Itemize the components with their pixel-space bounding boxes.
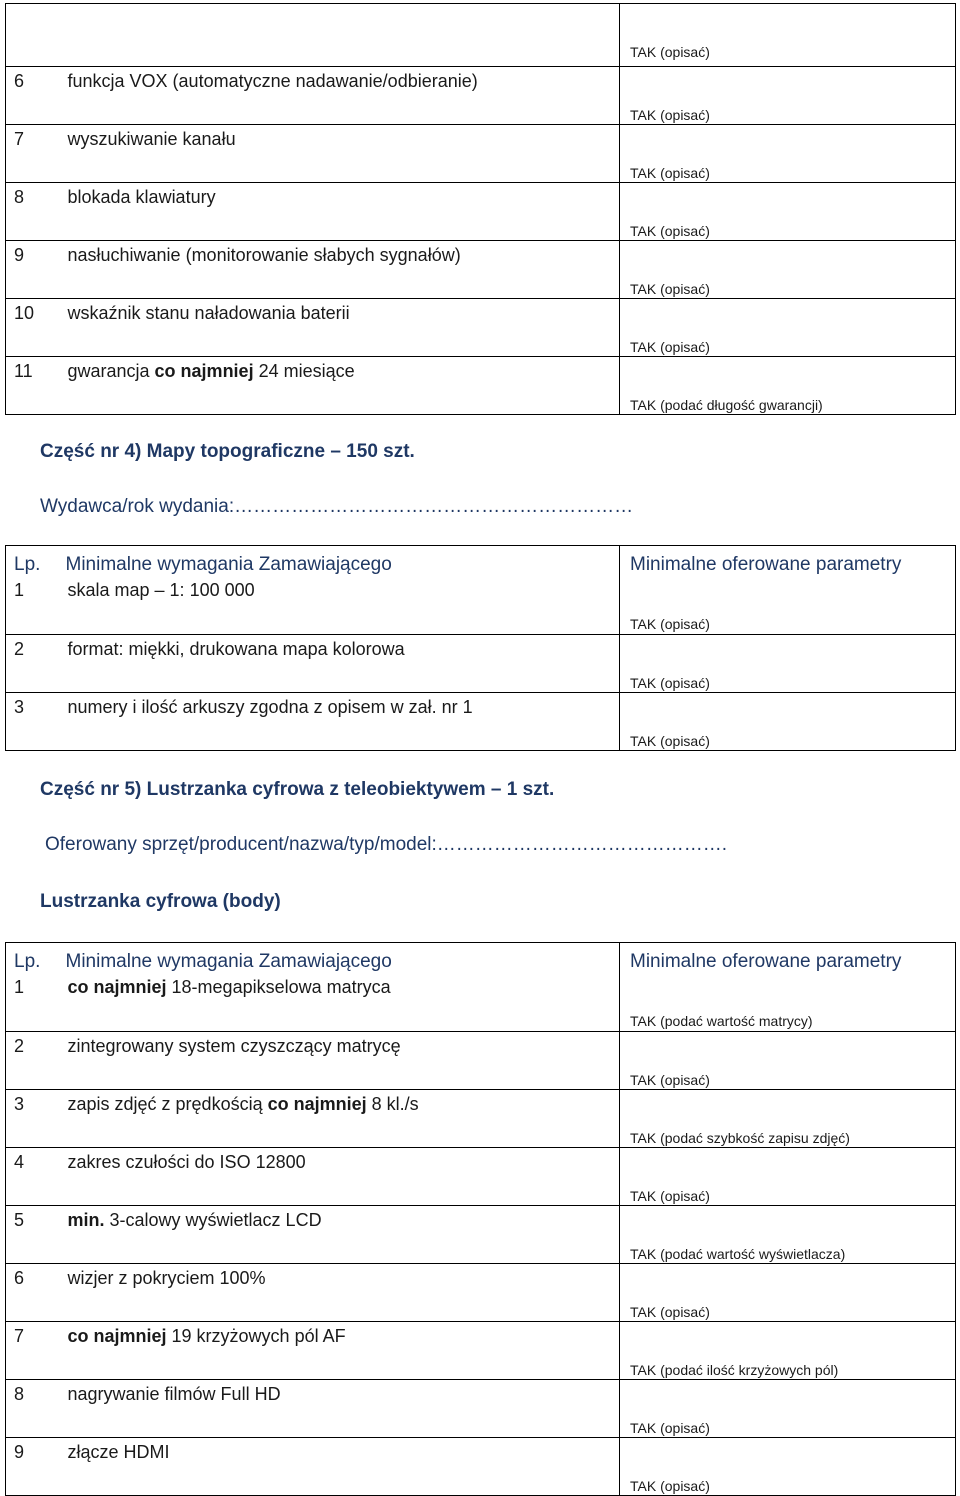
row-number: 1: [6, 576, 58, 634]
row-description: wyszukiwanie kanału: [58, 125, 620, 183]
row-description: [58, 1205, 620, 1263]
row-number: 7: [6, 125, 58, 183]
header-offered-params: Minimalne oferowane parametry: [620, 546, 956, 577]
row-description: [58, 1089, 620, 1147]
table-header-row: [6, 943, 956, 974]
table-row: [6, 4, 956, 67]
desc-emphasis: co najmniej: [154, 361, 254, 381]
table-row: [6, 1263, 956, 1321]
row-number: 9: [6, 241, 58, 299]
table-row: [6, 183, 956, 241]
row-description: funkcja VOX (automatyczne nadawanie/odbieranie): [58, 67, 620, 125]
row-description: [58, 357, 620, 415]
desc-text: 19 krzyżowych pól AF: [166, 1325, 346, 1346]
table-row: [6, 1089, 956, 1147]
row-param: TAK (opisać): [620, 4, 956, 67]
row-description: blokada klawiatury: [58, 183, 620, 241]
part5-subheading: Lustrzanka cyfrowa (body): [40, 891, 281, 912]
part5-offered-equipment-line: Oferowany sprzęt/producent/nazwa/typ/model:……………………………………….: [45, 834, 728, 855]
row-description: format: miękki, drukowana mapa kolorowa: [58, 634, 620, 692]
table-row: [6, 1147, 956, 1205]
row-param: TAK (opisać): [620, 1031, 956, 1089]
table-row: [6, 973, 956, 1031]
row-param: TAK (podać długość gwarancji): [620, 357, 956, 415]
row-param: TAK (opisać): [620, 299, 956, 357]
row-description: zintegrowany system czyszczący matrycę: [58, 1031, 620, 1089]
row-description: skala map – 1: 100 000: [58, 576, 620, 634]
row-number: 7: [6, 1321, 58, 1379]
row-number: 11: [6, 357, 58, 415]
row-param: TAK (opisać): [620, 1437, 956, 1495]
table-row: [6, 692, 956, 750]
row-description: [58, 4, 620, 67]
row-number: 9: [6, 1437, 58, 1495]
row-number: 10: [6, 299, 58, 357]
row-param: TAK (podać wartość matrycy): [620, 973, 956, 1031]
row-number: 3: [6, 692, 58, 750]
table-row: [6, 67, 956, 125]
maps-requirements-table: [5, 545, 956, 751]
row-description: wizjer z pokryciem 100%: [58, 1263, 620, 1321]
table-row: [6, 1437, 956, 1495]
row-param: TAK (podać szybkość zapisu zdjęć): [620, 1089, 956, 1147]
desc-emphasis: co najmniej: [67, 977, 167, 997]
desc-text: 24 miesiące: [253, 361, 355, 381]
row-description: wskaźnik stanu naładowania baterii: [58, 299, 620, 357]
row-description: [58, 1321, 620, 1379]
row-number: 6: [6, 1263, 58, 1321]
row-number: 5: [6, 1205, 58, 1263]
row-number: 1: [6, 973, 58, 1031]
row-description: nasłuchiwanie (monitorowanie słabych sygnałów): [58, 241, 620, 299]
camera-requirements-table: [5, 942, 956, 1496]
table-header-row: [6, 546, 956, 577]
desc-text: 3-calowy wyświetlacz LCD: [104, 1209, 322, 1230]
header-lp: Lp.: [6, 943, 58, 974]
header-lp: Lp.: [6, 546, 58, 577]
row-number: 6: [6, 67, 58, 125]
row-param: TAK (podać wartość wyświetlacza): [620, 1205, 956, 1263]
part4-heading: Część nr 4) Mapy topograficzne – 150 szt.: [40, 441, 415, 462]
table-row: [6, 576, 956, 634]
desc-emphasis: min.: [67, 1209, 105, 1230]
row-number: 2: [6, 634, 58, 692]
row-description: nagrywanie filmów Full HD: [58, 1379, 620, 1437]
row-description: złącze HDMI: [58, 1437, 620, 1495]
table-row: [6, 1205, 956, 1263]
row-param: TAK (opisać): [620, 1263, 956, 1321]
table-row: [6, 1379, 956, 1437]
header-min-requirements: Minimalne wymagania Zamawiającego: [58, 943, 620, 974]
row-param: TAK (opisać): [620, 67, 956, 125]
part5-heading: Część nr 5) Lustrzanka cyfrowa z teleobiektywem – 1 szt.: [40, 779, 555, 800]
row-number: 4: [6, 1147, 58, 1205]
row-param: TAK (opisać): [620, 634, 956, 692]
table-row: [6, 1321, 956, 1379]
header-min-requirements: Minimalne wymagania Zamawiającego: [58, 546, 620, 577]
table-row: [6, 299, 956, 357]
row-description: zakres czułości do ISO 12800: [58, 1147, 620, 1205]
row-number: [6, 4, 58, 67]
row-param: TAK (opisać): [620, 692, 956, 750]
table-row: [6, 357, 956, 415]
desc-text: gwarancja: [67, 361, 155, 381]
desc-emphasis: co najmniej: [267, 1093, 367, 1114]
table-row: [6, 1031, 956, 1089]
desc-emphasis: co najmniej: [67, 1325, 167, 1346]
row-param: TAK (opisać): [620, 241, 956, 299]
row-param: TAK (opisać): [620, 576, 956, 634]
row-param: TAK (opisać): [620, 1379, 956, 1437]
desc-text: 8 kl./s: [366, 1093, 419, 1114]
table-row: [6, 634, 956, 692]
desc-text: 18-megapikselowa matryca: [166, 977, 391, 997]
equipment-requirements-table-continued: [5, 3, 956, 415]
row-param: TAK (opisać): [620, 183, 956, 241]
row-number: 2: [6, 1031, 58, 1089]
row-param: TAK (podać ilość krzyżowych pól): [620, 1321, 956, 1379]
row-number: 3: [6, 1089, 58, 1147]
row-description: numery i ilość arkuszy zgodna z opisem w zał. nr 1: [58, 692, 620, 750]
row-description: [58, 973, 620, 1031]
header-offered-params: Minimalne oferowane parametry: [620, 943, 956, 974]
table-row: [6, 125, 956, 183]
row-param: TAK (opisać): [620, 1147, 956, 1205]
row-number: 8: [6, 183, 58, 241]
table-row: [6, 241, 956, 299]
row-param: TAK (opisać): [620, 125, 956, 183]
part4-publisher-line: Wydawca/rok wydania:………………………………………………………: [40, 496, 634, 517]
desc-text: zapis zdjęć z prędkością: [67, 1093, 268, 1114]
row-number: 8: [6, 1379, 58, 1437]
